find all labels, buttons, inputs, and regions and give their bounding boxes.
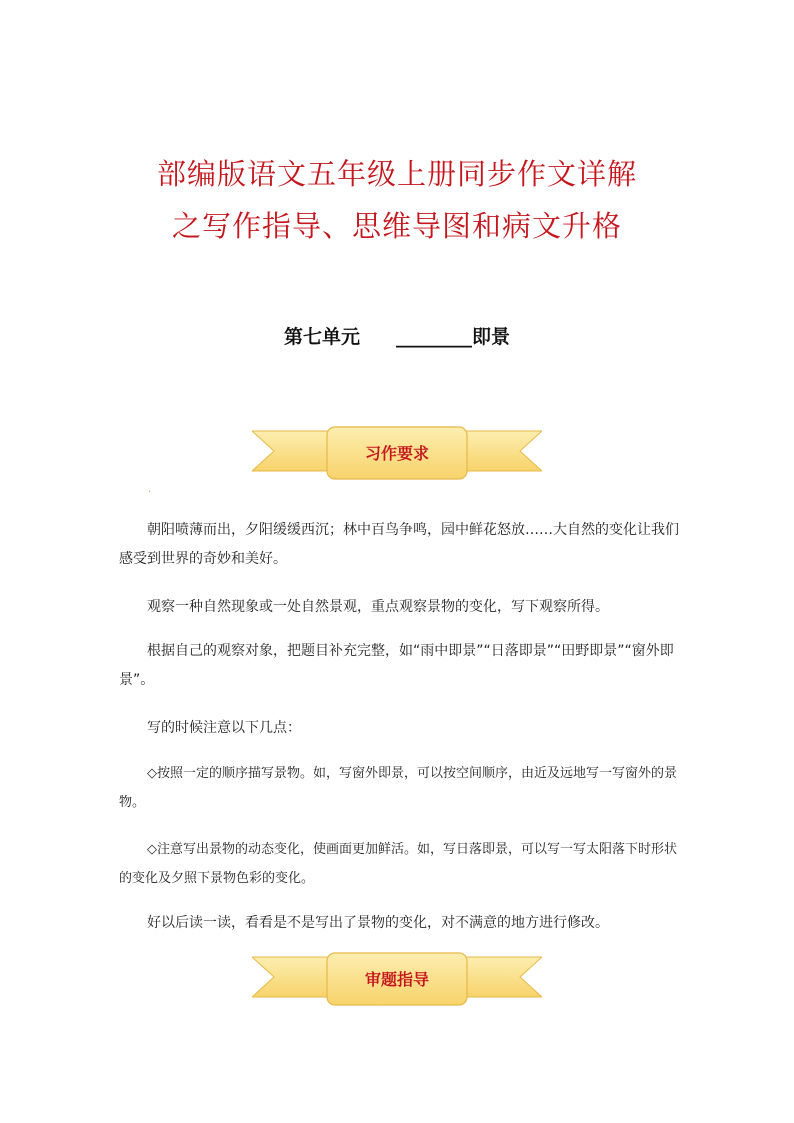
marker-dot: · (148, 487, 152, 498)
paragraph-7: 好以后读一读，看看是不是写出了景物的变化，对不满意的地方进行修改。 (147, 915, 609, 931)
paragraph-1: 朝阳喷薄而出，夕阳缓缓西沉；林中百鸟争鸣，园中鲜花怒放……大自然的变化让我们感受到世界的奇妙和美好。 (119, 522, 679, 567)
title-line-1: 部编版语文五年级上册同步作文详解 (156, 157, 637, 191)
paragraph-4: 写的时候注意以下几点： (147, 720, 301, 736)
ribbon-label-requirements: 习作要求 (364, 444, 429, 463)
ribbon-banner-requirements (252, 425, 542, 483)
unit-heading (0, 322, 794, 349)
title-line-2: 之写作指导、思维导图和病文升格 (171, 209, 622, 243)
paragraph-3: 根据自己的观察对象，把题目补充完整，如“雨中即景”“日落即景”“田野即景”“窗外即景”。 (119, 643, 674, 688)
ribbon-label-guidance: 审题指导 (364, 970, 429, 989)
paragraph-5: ◇按照一定的顺序描写景物。如，写窗外即景，可以按空间顺序，由近及远地写一写窗外的景物。 (119, 766, 677, 810)
ribbon-banner-guidance (252, 951, 542, 1009)
paragraph-6: ◇注意写出景物的动态变化，使画面更加鲜活。如，写日落即景，可以写一写太阳落下时形状的变化及夕照下景物色彩的变化。 (119, 842, 677, 886)
paragraph-2: 观察一种自然现象或一处自然景观，重点观察景物的变化，写下观察所得。 (147, 599, 609, 615)
document-title (0, 148, 794, 252)
unit-label: 第七单元 (283, 326, 360, 348)
unit-topic: ________即景 (396, 326, 511, 348)
